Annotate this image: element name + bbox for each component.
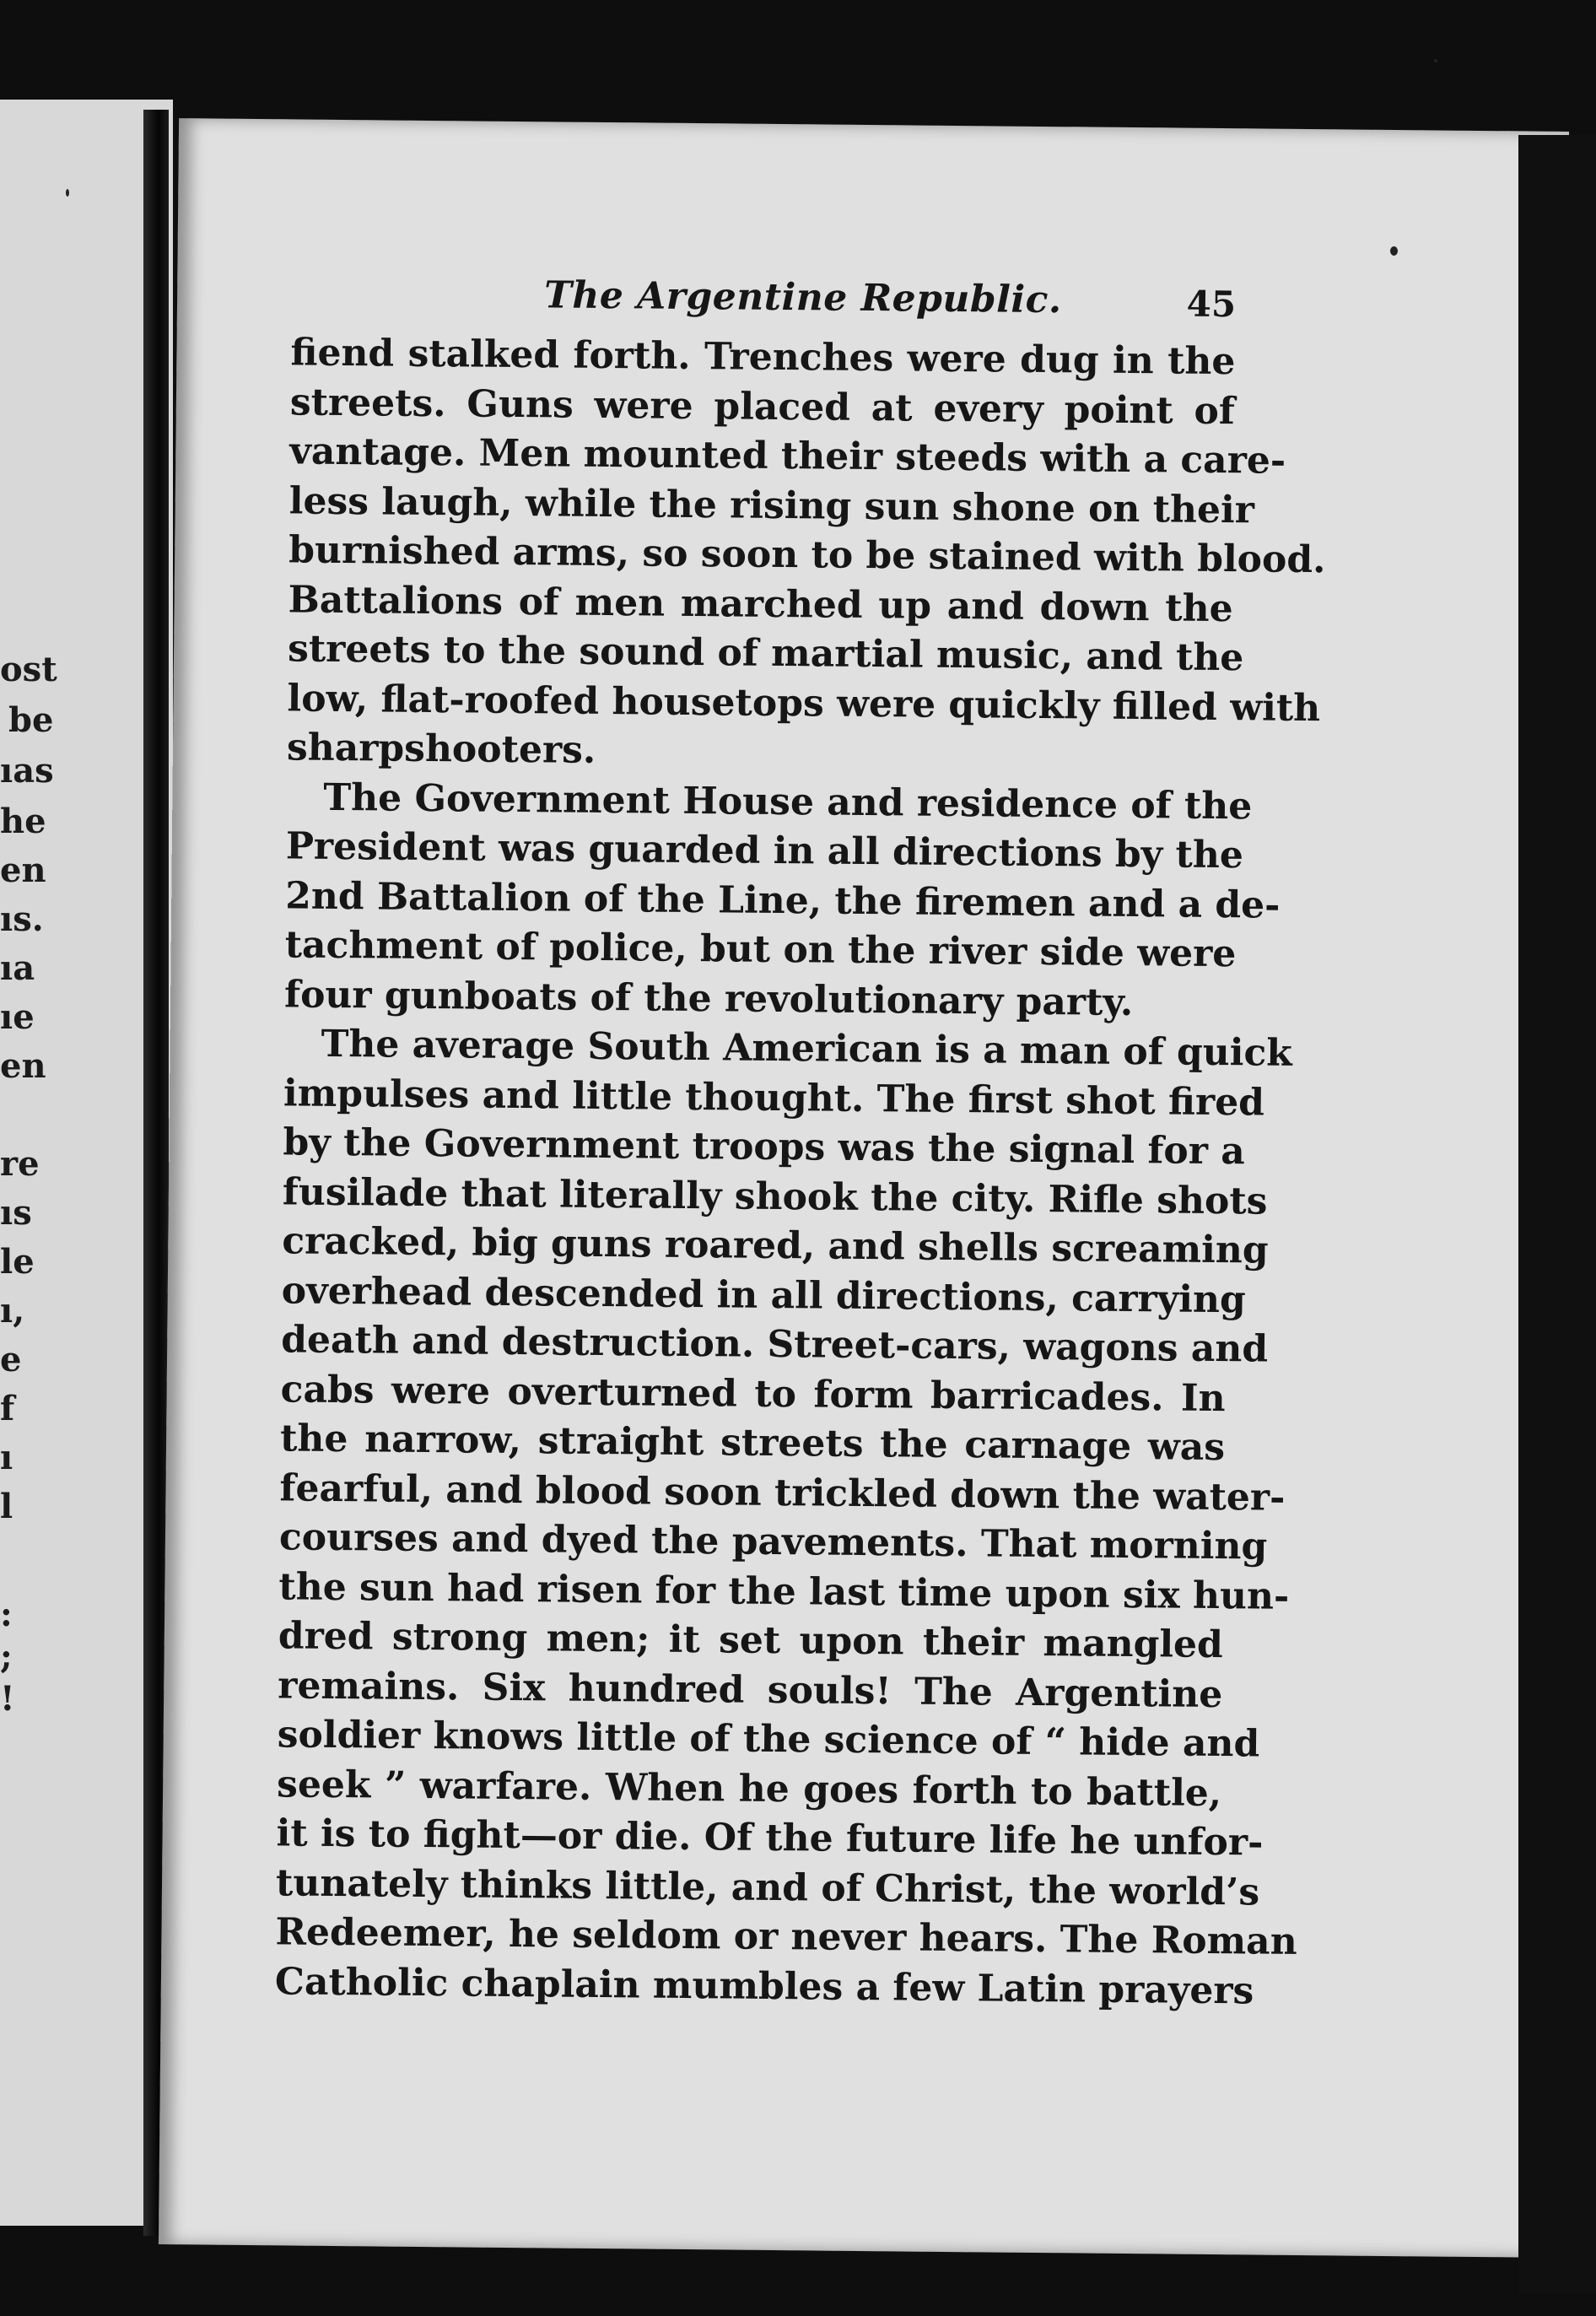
text-line: seek ” warfare. When he goes forth to battle, [276, 1762, 1222, 1815]
page-number: 45 [1186, 283, 1237, 326]
text-line: low, flat-roofed housetops were quickly filled with [287, 676, 1321, 730]
facing-page-fragment: f [0, 1389, 15, 1428]
paragraph [286, 328, 1326, 781]
text-line: less laugh, while the rising sun shone on their [288, 478, 1255, 532]
facing-page-fragment: le [0, 1242, 35, 1282]
facing-page-fragment: ; [0, 1637, 13, 1676]
text-line: dred strong men; it set upon their mangled [278, 1614, 1224, 1667]
dust-speck [1390, 246, 1398, 256]
text-line: Battalions of men marched up and down the [288, 577, 1233, 630]
text-line: death and destruction. Street-cars, wagons and [280, 1318, 1269, 1371]
facing-page-fragment: be [8, 700, 54, 740]
text-line: tachment of police, but on the river side were [284, 923, 1237, 976]
facing-page-fragment: ! [0, 1679, 15, 1719]
facing-page-fragment: ıs. [0, 899, 44, 939]
text-line: remains. Six hundred souls! The Argentine [278, 1663, 1223, 1716]
page-header [291, 271, 1237, 331]
facing-page-fragment: e [0, 1340, 22, 1379]
text-line: vantage. Men mounted their steeds with a care- [289, 429, 1286, 483]
facing-page-fragment: ıas [0, 751, 54, 791]
body-text [274, 328, 1326, 2016]
facing-page-fragment: he [0, 802, 46, 841]
text-line: streets to the sound of martial music, and the [287, 627, 1244, 680]
text-line: the narrow, straight streets the carnage was [279, 1417, 1226, 1470]
dust-speck [1434, 59, 1437, 62]
text-line: fiend stalked forth. Trenches were dug in the [290, 331, 1236, 384]
running-title: The Argentine Republic. [543, 273, 1062, 322]
facing-page-fragment: re [0, 1144, 40, 1184]
facing-page-fragment: ı, [0, 1291, 25, 1331]
facing-page-fragment: en [0, 1046, 46, 1086]
facing-page-fragment: : [0, 1595, 13, 1634]
text-line: tunately thinks little, and of Christ, the world’s [275, 1860, 1260, 1914]
text-line: the sun had risen for the last time upon six hun- [278, 1564, 1290, 1618]
facing-page-fragment: en [0, 850, 46, 890]
text-line: fusilade that literally shook the city. Rifle shots [282, 1169, 1268, 1223]
facing-page-fragment: l [0, 1487, 13, 1526]
text-line: impulses and little thought. The first shot fired [283, 1071, 1265, 1125]
text-line: Redeemer, he seldom or never hears. The Roman [275, 1910, 1297, 1963]
text-line: Catholic chaplain mumbles a few Latin prayers [274, 1959, 1254, 2012]
dust-speck [66, 189, 69, 197]
text-line: it is to fight—or die. Of the future life he unfor- [276, 1811, 1264, 1865]
facing-page-fragment: ıe [0, 997, 35, 1037]
facing-page-fragment: ost [0, 650, 57, 689]
text-line: burnished arms, so soon to be stained with blood. [288, 528, 1326, 582]
scan-border-right [1518, 135, 1596, 2295]
text-line: streets. Guns were placed at every point of [289, 380, 1236, 433]
text-line: sharpshooters. [286, 726, 596, 772]
book-page [159, 118, 1569, 2258]
text-line: by the Government troops was the signal for a [283, 1120, 1246, 1174]
facing-page-fragment: ı [0, 1438, 13, 1477]
text-line: fearful, and blood soon trickled down the water- [279, 1466, 1286, 1520]
text-line: cabs were overturned to form barricades. In [280, 1367, 1226, 1420]
text-line: 2nd Battalion of the Line, the firemen and a de- [285, 873, 1281, 927]
text-line: overhead descended in all directions, carrying [281, 1268, 1247, 1321]
text-line: President was guarded in all directions by the [285, 824, 1244, 877]
page-content [274, 271, 1326, 2016]
facing-page-fragment: ıa [0, 948, 35, 988]
paragraph [274, 1019, 1297, 2016]
text-line: four gunboats of the revolutionary party. [283, 972, 1134, 1024]
text-line: cracked, big guns roared, and shells screaming [282, 1219, 1269, 1272]
text-line: The average South American is a man of quick [321, 1022, 1292, 1075]
facing-page-fragment: ıs [0, 1193, 32, 1233]
text-line: courses and dyed the pavements. That morning [278, 1515, 1268, 1568]
paragraph [283, 773, 1281, 1028]
text-line: The Government House and residence of the [323, 775, 1253, 828]
text-line: soldier knows little of the science of “ hide and [277, 1713, 1260, 1766]
